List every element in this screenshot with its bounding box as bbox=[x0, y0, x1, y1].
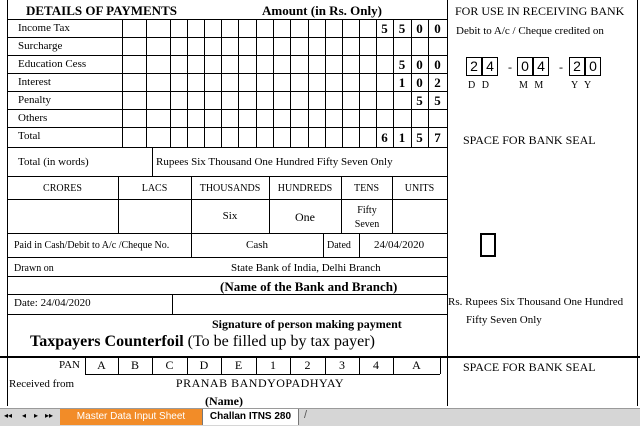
header-thousands: THOUSANDS bbox=[199, 183, 261, 194]
sheet-tab-bar bbox=[0, 408, 640, 426]
signature-caption: Signature of person making payment bbox=[212, 317, 402, 331]
pan-char[interactable]: E bbox=[234, 358, 243, 372]
words-tens-value[interactable]: Fifty Seven bbox=[354, 205, 380, 230]
date-box[interactable]: 2 bbox=[569, 57, 585, 76]
first-sheet-icon[interactable]: ◂◂ bbox=[4, 411, 13, 420]
amount-digit[interactable]: 5 bbox=[416, 93, 423, 108]
pan-char[interactable]: 4 bbox=[373, 358, 379, 372]
date-hint-mm: M M bbox=[519, 80, 546, 91]
total-in-words-label: Total (in words) bbox=[18, 156, 89, 168]
header-hundreds: HUNDREDS bbox=[277, 183, 333, 194]
amount-digit[interactable]: 2 bbox=[434, 75, 441, 90]
date-separator: - bbox=[508, 60, 512, 74]
payment-label-penalty: Penalty bbox=[18, 94, 51, 106]
date-box[interactable]: 4 bbox=[482, 57, 498, 76]
drawn-on-label: Drawn on bbox=[14, 263, 54, 274]
pan-char[interactable]: D bbox=[199, 358, 209, 372]
payment-label-others: Others bbox=[18, 112, 48, 124]
debit-credited-label: Debit to A/c / Cheque credited on bbox=[456, 25, 604, 37]
date-hint-dd: D D bbox=[468, 80, 491, 91]
payment-label-income-tax: Income Tax bbox=[18, 22, 70, 34]
amount-digit[interactable]: 0 bbox=[416, 21, 423, 36]
tab-master-data-input-sheet[interactable]: Master Data Input Sheet bbox=[60, 409, 203, 425]
name-caption: (Name) bbox=[205, 394, 243, 408]
details-of-payments-title: DETAILS OF PAYMENTS bbox=[26, 3, 177, 18]
pan-char[interactable]: A bbox=[412, 358, 421, 372]
pan-char[interactable]: C bbox=[165, 358, 174, 372]
payment-mode-value[interactable]: Cash bbox=[246, 239, 268, 251]
payment-label-interest: Interest bbox=[18, 76, 51, 88]
total-in-words-value: Rupees Six Thousand One Hundred Fifty Seven Only bbox=[156, 156, 393, 168]
received-from-name[interactable]: PRANAB BANDYOPADHYAY bbox=[175, 376, 345, 390]
amount-digit[interactable]: 5 bbox=[381, 21, 388, 36]
date-box[interactable]: 0 bbox=[585, 57, 601, 76]
tab-challan-itns-280[interactable]: Challan ITNS 280 bbox=[203, 409, 299, 425]
counterfoil-title-bold: Taxpayers Counterfoil bbox=[30, 333, 184, 350]
date-separator: - bbox=[559, 60, 563, 74]
payment-label-surcharge: Surcharge bbox=[18, 40, 63, 52]
amount-digit[interactable]: 1 bbox=[398, 75, 406, 90]
amount-digit[interactable]: 5 bbox=[398, 57, 406, 72]
total-digit: 6 bbox=[381, 130, 388, 145]
pan-char[interactable]: 2 bbox=[304, 358, 311, 372]
prev-sheet-icon[interactable]: ◂ bbox=[22, 411, 27, 420]
amount-words-line2: Fifty Seven Only bbox=[466, 314, 542, 326]
total-digit: 1 bbox=[398, 130, 406, 145]
header-units: UNITS bbox=[404, 183, 435, 194]
header-tens: TENS bbox=[354, 183, 379, 194]
pan-label: PAN bbox=[59, 359, 80, 371]
amount-digit[interactable]: 5 bbox=[434, 93, 441, 108]
counterfoil-title-rest: (To be filled up by tax payer) bbox=[187, 333, 375, 350]
next-sheet-icon[interactable]: ▸ bbox=[34, 411, 39, 420]
amount-words-line1: Rs. Rupees Six Thousand One Hundred bbox=[448, 296, 624, 308]
signature-date: Date: 24/04/2020 bbox=[14, 297, 91, 309]
pan-char[interactable]: 1 bbox=[270, 358, 276, 372]
tab-scroll-divider: / bbox=[304, 409, 308, 421]
date-box[interactable]: 4 bbox=[533, 57, 549, 76]
date-hint-yy: Y Y bbox=[571, 80, 594, 91]
words-hundreds-value[interactable]: One bbox=[295, 210, 315, 224]
header-crores: CRORES bbox=[43, 183, 82, 194]
bank-branch-caption: (Name of the Bank and Branch) bbox=[220, 279, 398, 294]
header-lacs: LACS bbox=[141, 183, 168, 194]
pan-char[interactable]: B bbox=[130, 358, 139, 372]
bank-use-title: FOR USE IN RECEIVING BANK bbox=[455, 4, 625, 18]
words-thousands-value[interactable]: Six bbox=[222, 210, 238, 222]
bank-seal-label: SPACE FOR BANK SEAL bbox=[463, 133, 596, 147]
date-box[interactable]: 0 bbox=[517, 57, 533, 76]
pan-char[interactable]: 3 bbox=[339, 358, 345, 372]
received-from-label: Received from bbox=[9, 378, 75, 390]
amount-digit[interactable]: 0 bbox=[434, 21, 441, 36]
payment-label-education-cess: Education Cess bbox=[18, 58, 87, 70]
amount-digit[interactable]: 0 bbox=[434, 57, 441, 72]
last-sheet-icon[interactable]: ▸▸ bbox=[45, 411, 54, 420]
dated-label: Dated bbox=[327, 240, 351, 251]
date-box[interactable]: 2 bbox=[466, 57, 482, 76]
pan-char[interactable]: A bbox=[97, 358, 106, 372]
total-digit: 7 bbox=[434, 130, 441, 145]
counterfoil-title bbox=[30, 333, 375, 351]
payment-label-total: Total bbox=[18, 130, 41, 142]
paid-date-value[interactable]: 24/04/2020 bbox=[374, 239, 425, 251]
bank-seal-label-2: SPACE FOR BANK SEAL bbox=[463, 360, 596, 374]
bank-branch-value[interactable]: State Bank of India, Delhi Branch bbox=[231, 262, 381, 274]
amount-digit[interactable]: 5 bbox=[398, 21, 406, 36]
total-digit: 5 bbox=[416, 130, 423, 145]
amount-digit[interactable]: 0 bbox=[416, 75, 423, 90]
checkbox[interactable] bbox=[480, 233, 496, 257]
amount-title: Amount (in Rs. Only) bbox=[262, 3, 382, 18]
paid-in-label: Paid in Cash/Debit to A/c /Cheque No. bbox=[14, 240, 170, 251]
amount-digit[interactable]: 0 bbox=[416, 57, 423, 72]
